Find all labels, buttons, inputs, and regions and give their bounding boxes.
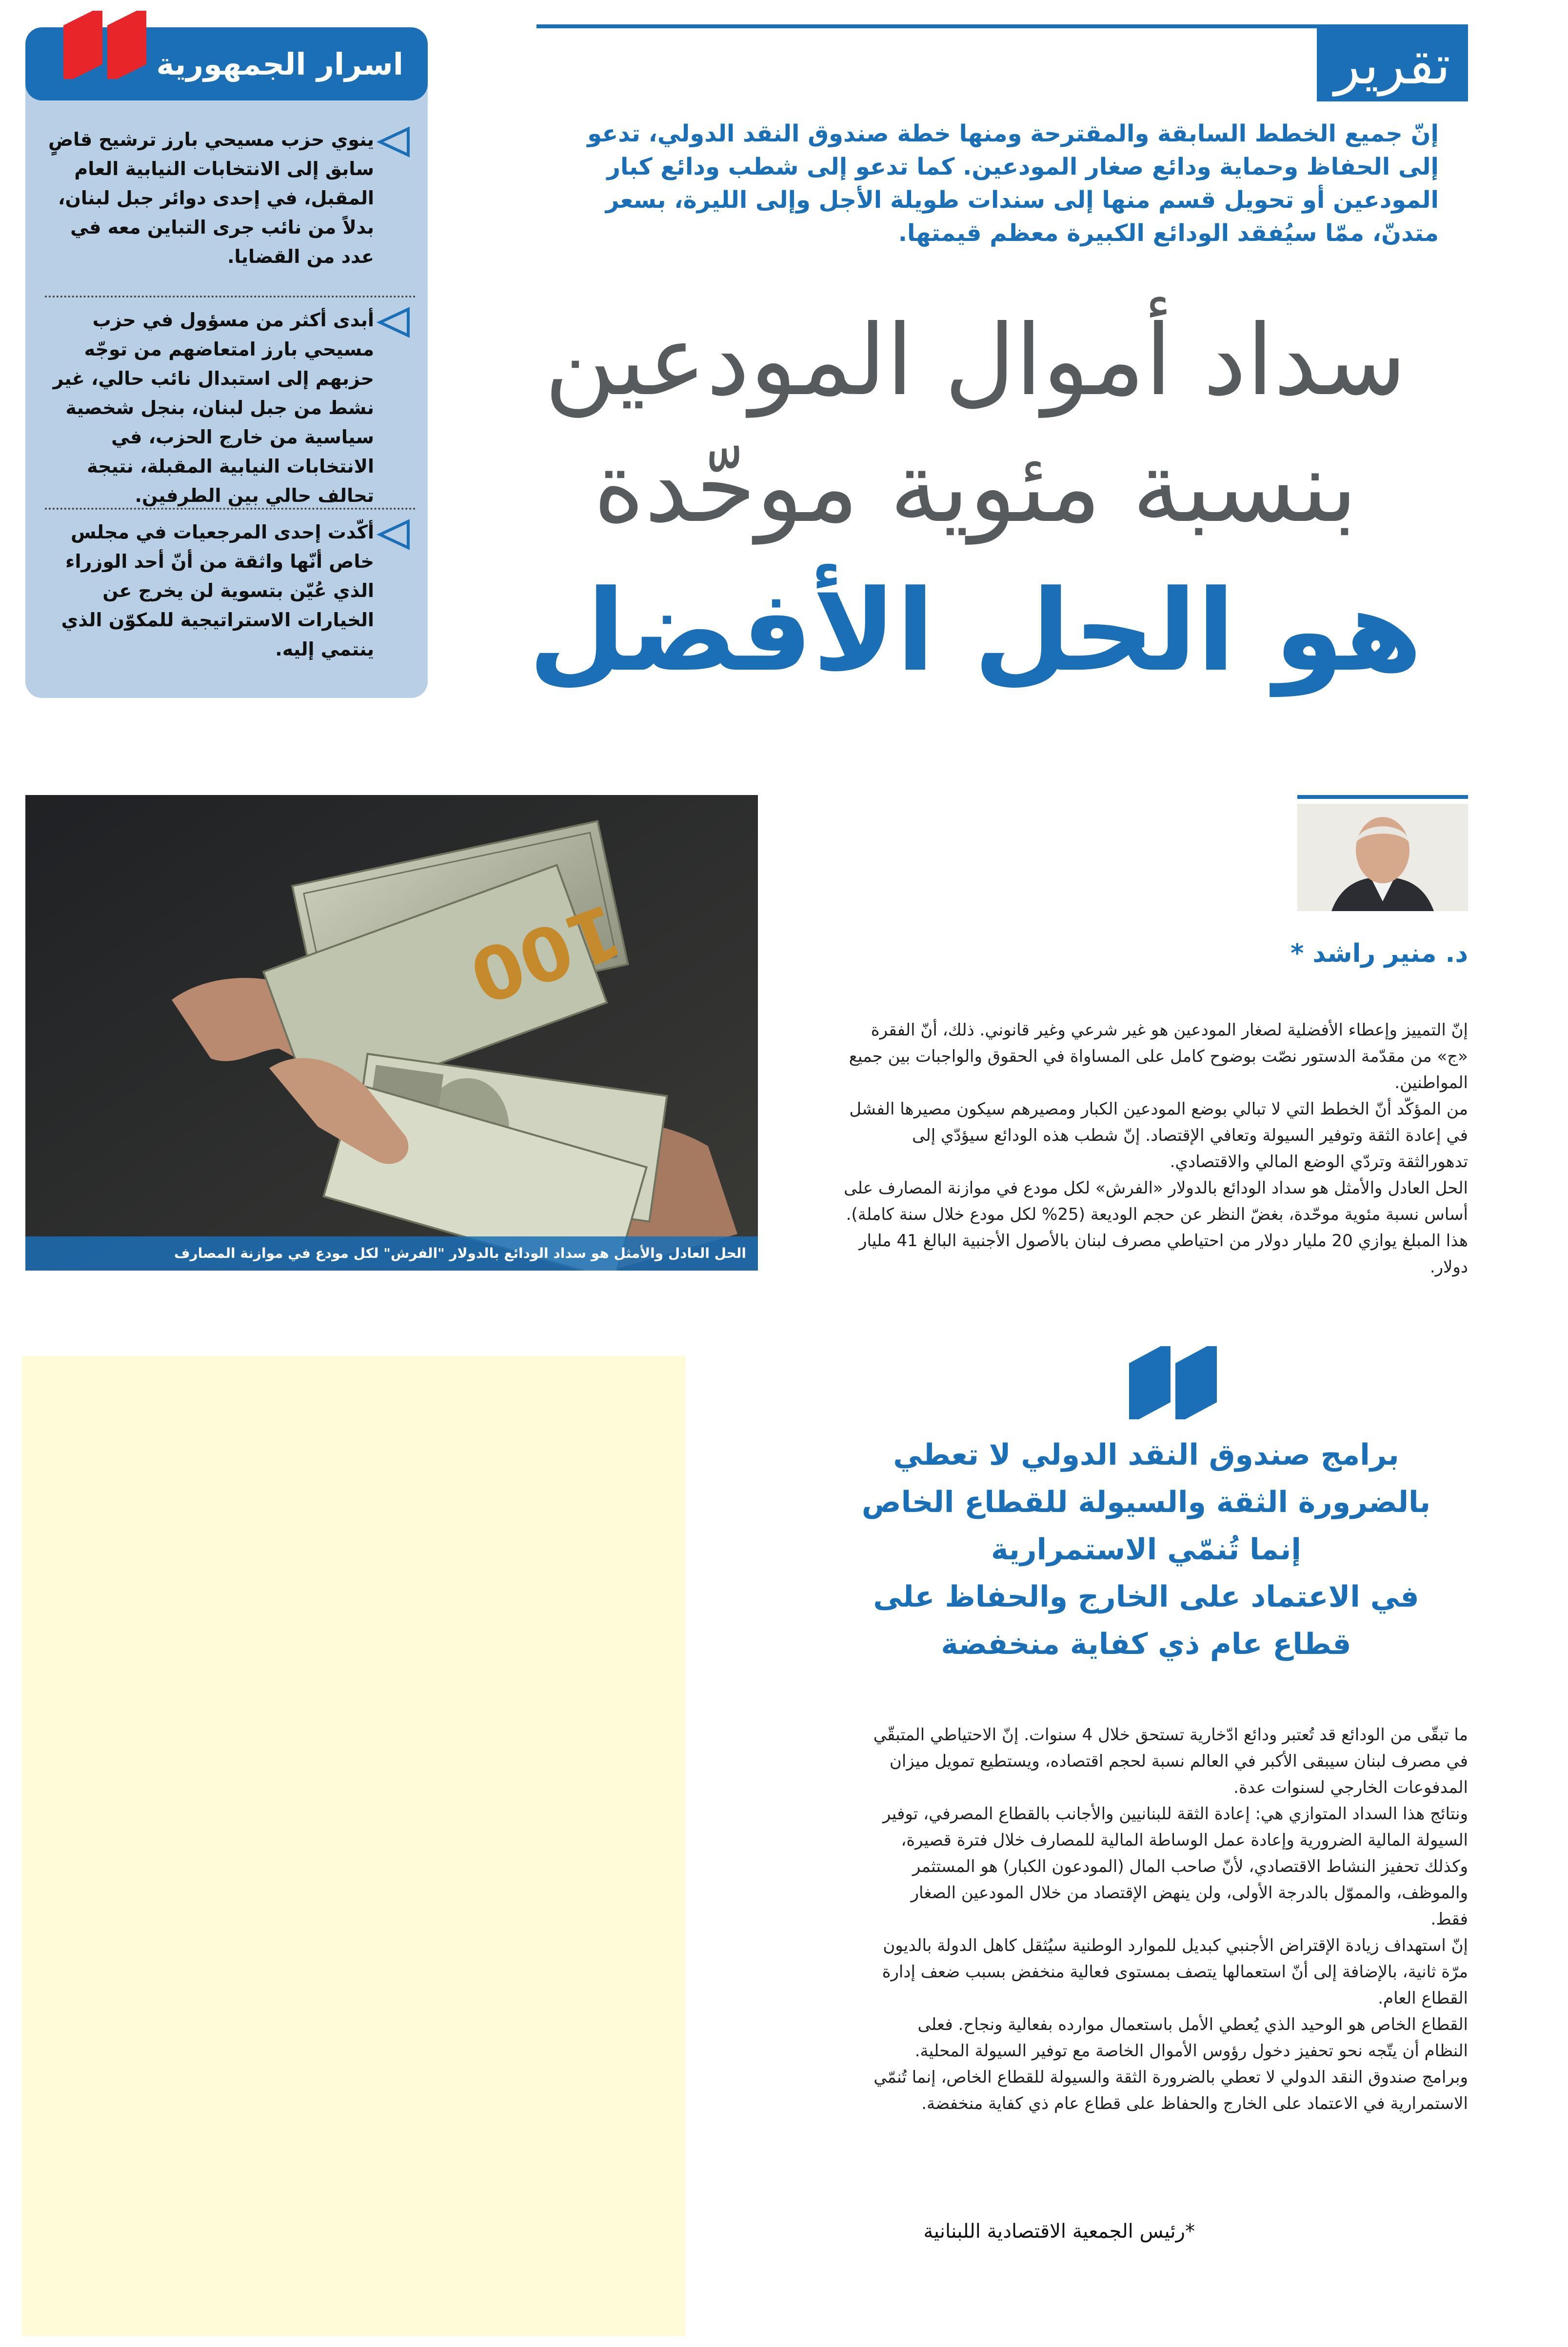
- pull-quote-line: في الاعتماد على الخارج والحفاظ على: [873, 1580, 1419, 1614]
- body-paragraph: ونتائج هذا السداد المتوازي هي: إعادة الثقة للبنانيين والأجانب بالقطاع المصرفي، توفير السيولة المالية الضرورية وإعادة عمل الوساطة المالية للمصارف خلال فترة قصيرة، وكذلك تحفيز النشاط الاقتصادي، لأنّ صاحب المال (المودعون الكبار) هو المستثمر والموظف، والمموّل بالدرجة الأولى، ولن ينهض الإقتصاد من خلال المودعين الصغار فقط.: [883, 1804, 1468, 1929]
- section-rule: [536, 24, 1468, 28]
- headline-line-3: هو الحل الأفضل: [528, 566, 1423, 696]
- sidebar-item: ينوي حزب مسيحي بارز ترشيح قاضٍ سابق إلى الانتخابات النيابية العام المقبل، في إحدى دوائر جبل لبنان، بدلاً من نائب جرى التباين معه في عدد من القضايا.: [48, 129, 374, 267]
- headline-line-2: بنسبة مئوية موحّدة: [593, 431, 1358, 544]
- photo-caption: الحل العادل والأمثل هو سداد الودائع بالدولار "الفرش" لكل مودع في موازنة المصارف: [25, 1236, 758, 1271]
- lead-paragraph: إنّ جميع الخطط السابقة والمقترحة ومنها خطة صندوق النقد الدولي، تدعو إلى الحفاظ وحماية ودائع صغار المودعين. كما تدعو إلى شطب ودائع كبار المودعين أو تحويل قسم منها إلى سندات طويلة الأجل وإلى الليرة، بسعر متدنّ، ممّا سيُفقد الودائع الكبيرة معظم قيمتها.: [587, 120, 1439, 247]
- sidebar-separator: [45, 296, 416, 298]
- body-paragraph: ما تبقّى من الودائع قد تُعتبر ودائع ادّخارية تستحق خلال 4 سنوات. إنّ الاحتياطي المتبقّي في مصرف لبنان سيبقى الأكبر في العالم نسبة لحجم اقتصاده، ويستطيع تمويل ميزان المدفوعات الخارجي لسنوات عدة.: [873, 1725, 1468, 1797]
- money-photo: [25, 795, 758, 1271]
- red-quote-logo-icon: [59, 6, 151, 79]
- triangle-arrow-icon: [376, 517, 410, 552]
- author-name: د. منير راشد *: [1290, 939, 1468, 968]
- body-paragraph: إنّ التمييز وإعطاء الأفضلية لصغار المودعين هو غير شرعي وغير قانوني. ذلك، أنّ الفقرة «ج» من مقدّمة الدستور نصّت بوضوح كامل على المساواة في الحقوق والواجبات بين جميع المواطنين.: [849, 1020, 1468, 1093]
- sidebar-item: أبدى أكثر من مسؤول في حزب مسيحي بارز امتعاضهم من توجّه حزبهم إلى استبدال نائب حالي، غير نشط من جبل لبنان، بنجل شخصية سياسية من خارج الحزب، في الانتخابات النيابية المقبلة، نتيجة تحالف حالي بين الطرفين.: [53, 309, 374, 506]
- triangle-arrow-icon: [376, 305, 410, 339]
- author-footnote: *رئيس الجمعية الاقتصادية اللبنانية: [923, 2220, 1195, 2243]
- section-tag: تقرير: [1317, 28, 1468, 101]
- body-paragraph: إنّ استهداف زيادة الإقتراض الأجنبي كبديل للموارد الوطنية سيُثقل كاهل الدولة بالديون مرّة ثانية، بالإضافة إلى أنّ استعمالها يتصف بمستوى فعالية منخفض بسبب ضعف إدارة القطاع العام.: [882, 1936, 1468, 2008]
- body-text-bottom: [873, 1722, 1468, 2117]
- pull-quote-line: بالضرورة الثقة والسيولة للقطاع الخاص: [861, 1485, 1431, 1519]
- sidebar-separator: [45, 508, 416, 510]
- pull-quote-line: برامج صندوق النقد الدولي لا تعطي: [893, 1438, 1399, 1472]
- sidebar-item: أكّدت إحدى المرجعيات في مجلس خاص أنّها واثقة من أنّ أحد الوزراء الذي عُيّن بتسوية لن يخرج عن الخيارات الاستراتيجية للمكوّن الذي ينتمي إليه.: [61, 521, 374, 660]
- pull-quote-line: إنما تُنمّي الاستمرارية: [991, 1532, 1301, 1567]
- sidebar-title: اسرار الجمهورية: [156, 46, 403, 82]
- pull-quote: [829, 1432, 1463, 1668]
- author-rule: [1297, 795, 1468, 799]
- body-paragraph: وبرامج صندوق النقد الدولي لا تعطي بالضرورة الثقة والسيولة للقطاع الخاص، إنما تُنمّي الاستمرارية في الاعتماد على الخارج والحفاظ على قطاع عام ذي كفاية منخفضة.: [873, 2068, 1468, 2113]
- headline-line-1: سداد أموال المودعين: [544, 304, 1407, 418]
- pull-quote-line: قطاع عام ذي كفاية منخفضة: [941, 1627, 1351, 1661]
- author-photo: [1297, 804, 1468, 911]
- body-paragraph: الحل العادل والأمثل هو سداد الودائع بالدولار «الفرش» لكل مودع في موازنة المصارف على أساس نسبة مئوية موحّدة، بغضّ النظر عن حجم الوديعة (25% لكل مودع خلال سنة كاملة). هذا المبلغ يوازي 20 مليار دولار من احتياطي مصرف لبنان بالأصول الأجنبية البالغ 41 مليار دولار.: [844, 1178, 1468, 1277]
- body-text-top: [839, 1017, 1468, 1280]
- body-paragraph: من المؤكّد أنّ الخطط التي لا تبالي بوضع المودعين الكبار ومصيرهم سيكون مصيرها الفشل في إعادة الثقة وتوفير السيولة وتعافي الإقتصاد. إنّ شطب هذه الودائع سيؤدّي إلى تدهورالثقة وتردّي الوضع المالي والاقتصادي.: [849, 1099, 1468, 1172]
- sidebar-secrets-box: [25, 27, 428, 698]
- body-paragraph: القطاع الخاص هو الوحيد الذي يُعطي الأمل باستعمال موارده بفعالية ونجاح. فعلى النظام أن يتّجه نحو تحفيز دخول رؤوس الأموال الخاصة مع توفير السيولة المحلية.: [914, 2015, 1468, 2061]
- triangle-arrow-icon: [376, 125, 410, 159]
- yellow-box: [22, 1356, 685, 2336]
- blue-quote-icon: [1124, 1339, 1222, 1422]
- banknote-number: 100: [459, 887, 632, 1019]
